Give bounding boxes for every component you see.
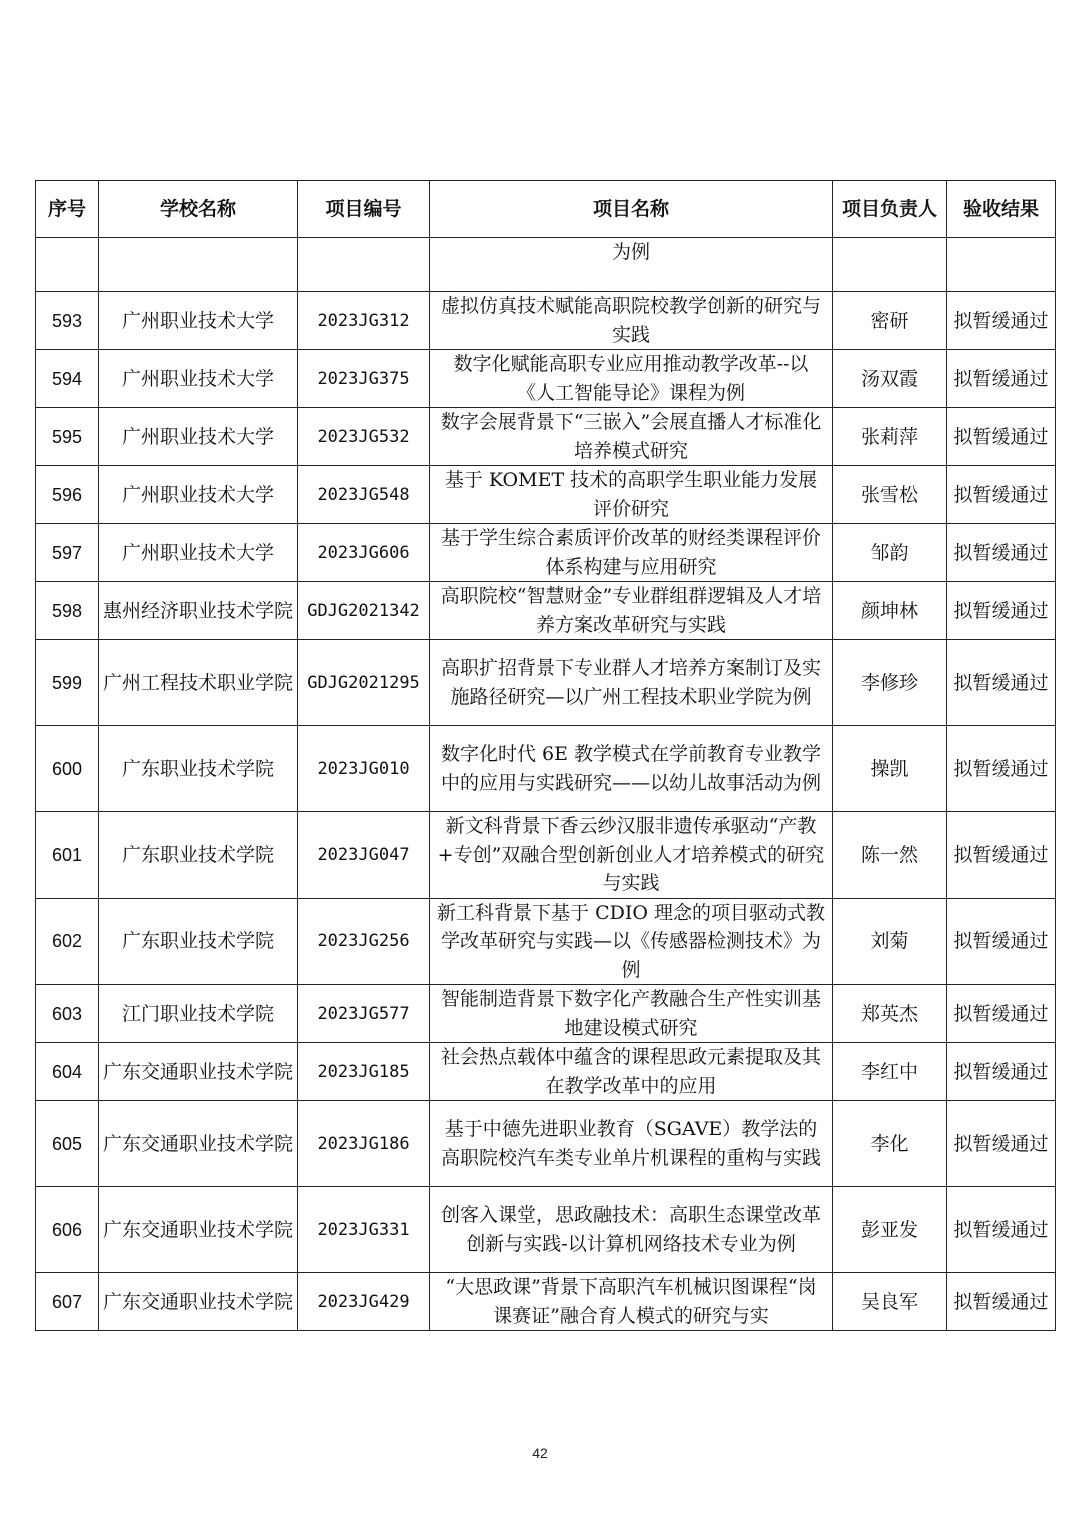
cell-index: 595 [36, 408, 99, 466]
cell-school: 广州职业技术大学 [99, 466, 298, 524]
cell-code [298, 238, 430, 292]
cell-lead: 张莉萍 [833, 408, 947, 466]
cell-code: 2023JG331 [298, 1187, 430, 1273]
cell-code: GDJG2021295 [298, 640, 430, 726]
header-row [36, 181, 1056, 238]
table-row [36, 292, 1056, 350]
table-row [36, 1043, 1056, 1101]
cell-title: 社会热点载体中蕴含的课程思政元素提取及其在教学改革中的应用 [430, 1043, 833, 1101]
cell-result: 拟暂缓通过 [947, 1273, 1056, 1331]
cell-lead: 密研 [833, 292, 947, 350]
cell-index: 607 [36, 1273, 99, 1331]
cell-code: 2023JG010 [298, 726, 430, 812]
cell-title: 基于学生综合素质评价改革的财经类课程评价体系构建与应用研究 [430, 524, 833, 582]
cell-lead: 吴良军 [833, 1273, 947, 1331]
cell-code: 2023JG047 [298, 812, 430, 899]
cell-index: 600 [36, 726, 99, 812]
cell-index [36, 238, 99, 292]
cell-title: 创客入课堂，思政融技术：高职生态课堂改革创新与实践-以计算机网络技术专业为例 [430, 1187, 833, 1273]
cell-result: 拟暂缓通过 [947, 1187, 1056, 1273]
cell-result: 拟暂缓通过 [947, 1101, 1056, 1187]
project-table [35, 180, 1056, 1331]
cell-index: 606 [36, 1187, 99, 1273]
table-row [36, 1187, 1056, 1273]
cell-index: 602 [36, 898, 99, 985]
cell-lead: 郑英杰 [833, 985, 947, 1043]
cell-lead: 陈一然 [833, 812, 947, 899]
cell-code: 2023JG548 [298, 466, 430, 524]
cell-code: 2023JG375 [298, 350, 430, 408]
cell-index: 605 [36, 1101, 99, 1187]
cell-lead: 李红中 [833, 1043, 947, 1101]
header-index: 序号 [36, 181, 99, 238]
cell-lead: 操凯 [833, 726, 947, 812]
cell-code: 2023JG532 [298, 408, 430, 466]
cell-result: 拟暂缓通过 [947, 408, 1056, 466]
cell-result: 拟暂缓通过 [947, 640, 1056, 726]
cell-index: 597 [36, 524, 99, 582]
cell-title: 智能制造背景下数字化产教融合生产性实训基地建设模式研究 [430, 985, 833, 1043]
cell-lead: 李修珍 [833, 640, 947, 726]
cell-title: 基于中德先进职业教育（SGAVE）教学法的高职院校汽车类专业单片机课程的重构与实践 [430, 1101, 833, 1187]
cell-code: 2023JG185 [298, 1043, 430, 1101]
cell-result: 拟暂缓通过 [947, 524, 1056, 582]
table-row [36, 726, 1056, 812]
cell-lead: 邹韵 [833, 524, 947, 582]
cell-lead: 张雪松 [833, 466, 947, 524]
table-row [36, 408, 1056, 466]
cell-result: 拟暂缓通过 [947, 1043, 1056, 1101]
table-row [36, 640, 1056, 726]
cell-title: 基于 KOMET 技术的高职学生职业能力发展评价研究 [430, 466, 833, 524]
cell-school: 广东交通职业技术学院 [99, 1187, 298, 1273]
cell-result: 拟暂缓通过 [947, 292, 1056, 350]
cell-school: 广东交通职业技术学院 [99, 1273, 298, 1331]
cell-code: GDJG2021342 [298, 582, 430, 640]
cell-school: 广州工程技术职业学院 [99, 640, 298, 726]
cell-lead [833, 238, 947, 292]
cell-code: 2023JG256 [298, 898, 430, 985]
page-number: 42 [532, 1445, 548, 1461]
cell-result: 拟暂缓通过 [947, 898, 1056, 985]
cell-title: 高职院校“智慧财金”专业群组群逻辑及人才培养方案改革研究与实践 [430, 582, 833, 640]
table-row [36, 985, 1056, 1043]
cell-index: 596 [36, 466, 99, 524]
cell-school: 广东交通职业技术学院 [99, 1101, 298, 1187]
cell-code: 2023JG186 [298, 1101, 430, 1187]
cell-title: “大思政课”背景下高职汽车机械识图课程“岗课赛证”融合育人模式的研究与实 [430, 1273, 833, 1331]
cell-code: 2023JG577 [298, 985, 430, 1043]
cell-title: 新工科背景下基于 CDIO 理念的项目驱动式教学改革研究与实践—以《传感器检测技术》为例 [430, 898, 833, 985]
cell-school [99, 238, 298, 292]
header-lead: 项目负责人 [833, 181, 947, 238]
cell-school: 江门职业技术学院 [99, 985, 298, 1043]
cell-school: 广州职业技术大学 [99, 408, 298, 466]
cell-code: 2023JG606 [298, 524, 430, 582]
cell-index: 598 [36, 582, 99, 640]
cell-result: 拟暂缓通过 [947, 726, 1056, 812]
cell-lead: 彭亚发 [833, 1187, 947, 1273]
cell-school: 广州职业技术大学 [99, 524, 298, 582]
table-row [36, 1273, 1056, 1331]
cell-school: 广州职业技术大学 [99, 350, 298, 408]
cell-lead: 汤双霞 [833, 350, 947, 408]
header-result: 验收结果 [947, 181, 1056, 238]
table-row [36, 582, 1056, 640]
cell-school: 广东职业技术学院 [99, 812, 298, 899]
cell-school: 惠州经济职业技术学院 [99, 582, 298, 640]
cell-code: 2023JG312 [298, 292, 430, 350]
cell-index: 601 [36, 812, 99, 899]
table-row [36, 466, 1056, 524]
table-body [36, 238, 1056, 1331]
cell-title: 高职扩招背景下专业群人才培养方案制订及实施路径研究—以广州工程技术职业学院为例 [430, 640, 833, 726]
cell-school: 广东职业技术学院 [99, 726, 298, 812]
cell-result: 拟暂缓通过 [947, 985, 1056, 1043]
continuation-row [36, 238, 1056, 292]
cell-title: 为例 [430, 238, 833, 292]
cell-title: 数字会展背景下“三嵌入”会展直播人才标准化培养模式研究 [430, 408, 833, 466]
cell-index: 599 [36, 640, 99, 726]
table-row [36, 524, 1056, 582]
table-row [36, 898, 1056, 985]
cell-result: 拟暂缓通过 [947, 812, 1056, 899]
cell-school: 广东职业技术学院 [99, 898, 298, 985]
cell-index: 594 [36, 350, 99, 408]
cell-title: 数字化时代 6E 教学模式在学前教育专业教学中的应用与实践研究——以幼儿故事活动为例 [430, 726, 833, 812]
cell-lead: 颜坤林 [833, 582, 947, 640]
table-row [36, 1101, 1056, 1187]
cell-index: 593 [36, 292, 99, 350]
cell-result: 拟暂缓通过 [947, 350, 1056, 408]
table-row [36, 350, 1056, 408]
cell-index: 603 [36, 985, 99, 1043]
cell-result: 拟暂缓通过 [947, 466, 1056, 524]
cell-school: 广州职业技术大学 [99, 292, 298, 350]
cell-lead: 刘菊 [833, 898, 947, 985]
cell-code: 2023JG429 [298, 1273, 430, 1331]
cell-result [947, 238, 1056, 292]
header-school: 学校名称 [99, 181, 298, 238]
cell-title: 数字化赋能高职专业应用推动教学改革--以《人工智能导论》课程为例 [430, 350, 833, 408]
cell-result: 拟暂缓通过 [947, 582, 1056, 640]
header-title: 项目名称 [430, 181, 833, 238]
cell-lead: 李化 [833, 1101, 947, 1187]
table-row [36, 812, 1056, 899]
cell-school: 广东交通职业技术学院 [99, 1043, 298, 1101]
cell-title: 虚拟仿真技术赋能高职院校教学创新的研究与实践 [430, 292, 833, 350]
cell-title: 新文科背景下香云纱汉服非遗传承驱动“产教+专创”双融合型创新创业人才培养模式的研究与实践 [430, 812, 833, 899]
header-code: 项目编号 [298, 181, 430, 238]
cell-index: 604 [36, 1043, 99, 1101]
table-header [36, 181, 1056, 238]
